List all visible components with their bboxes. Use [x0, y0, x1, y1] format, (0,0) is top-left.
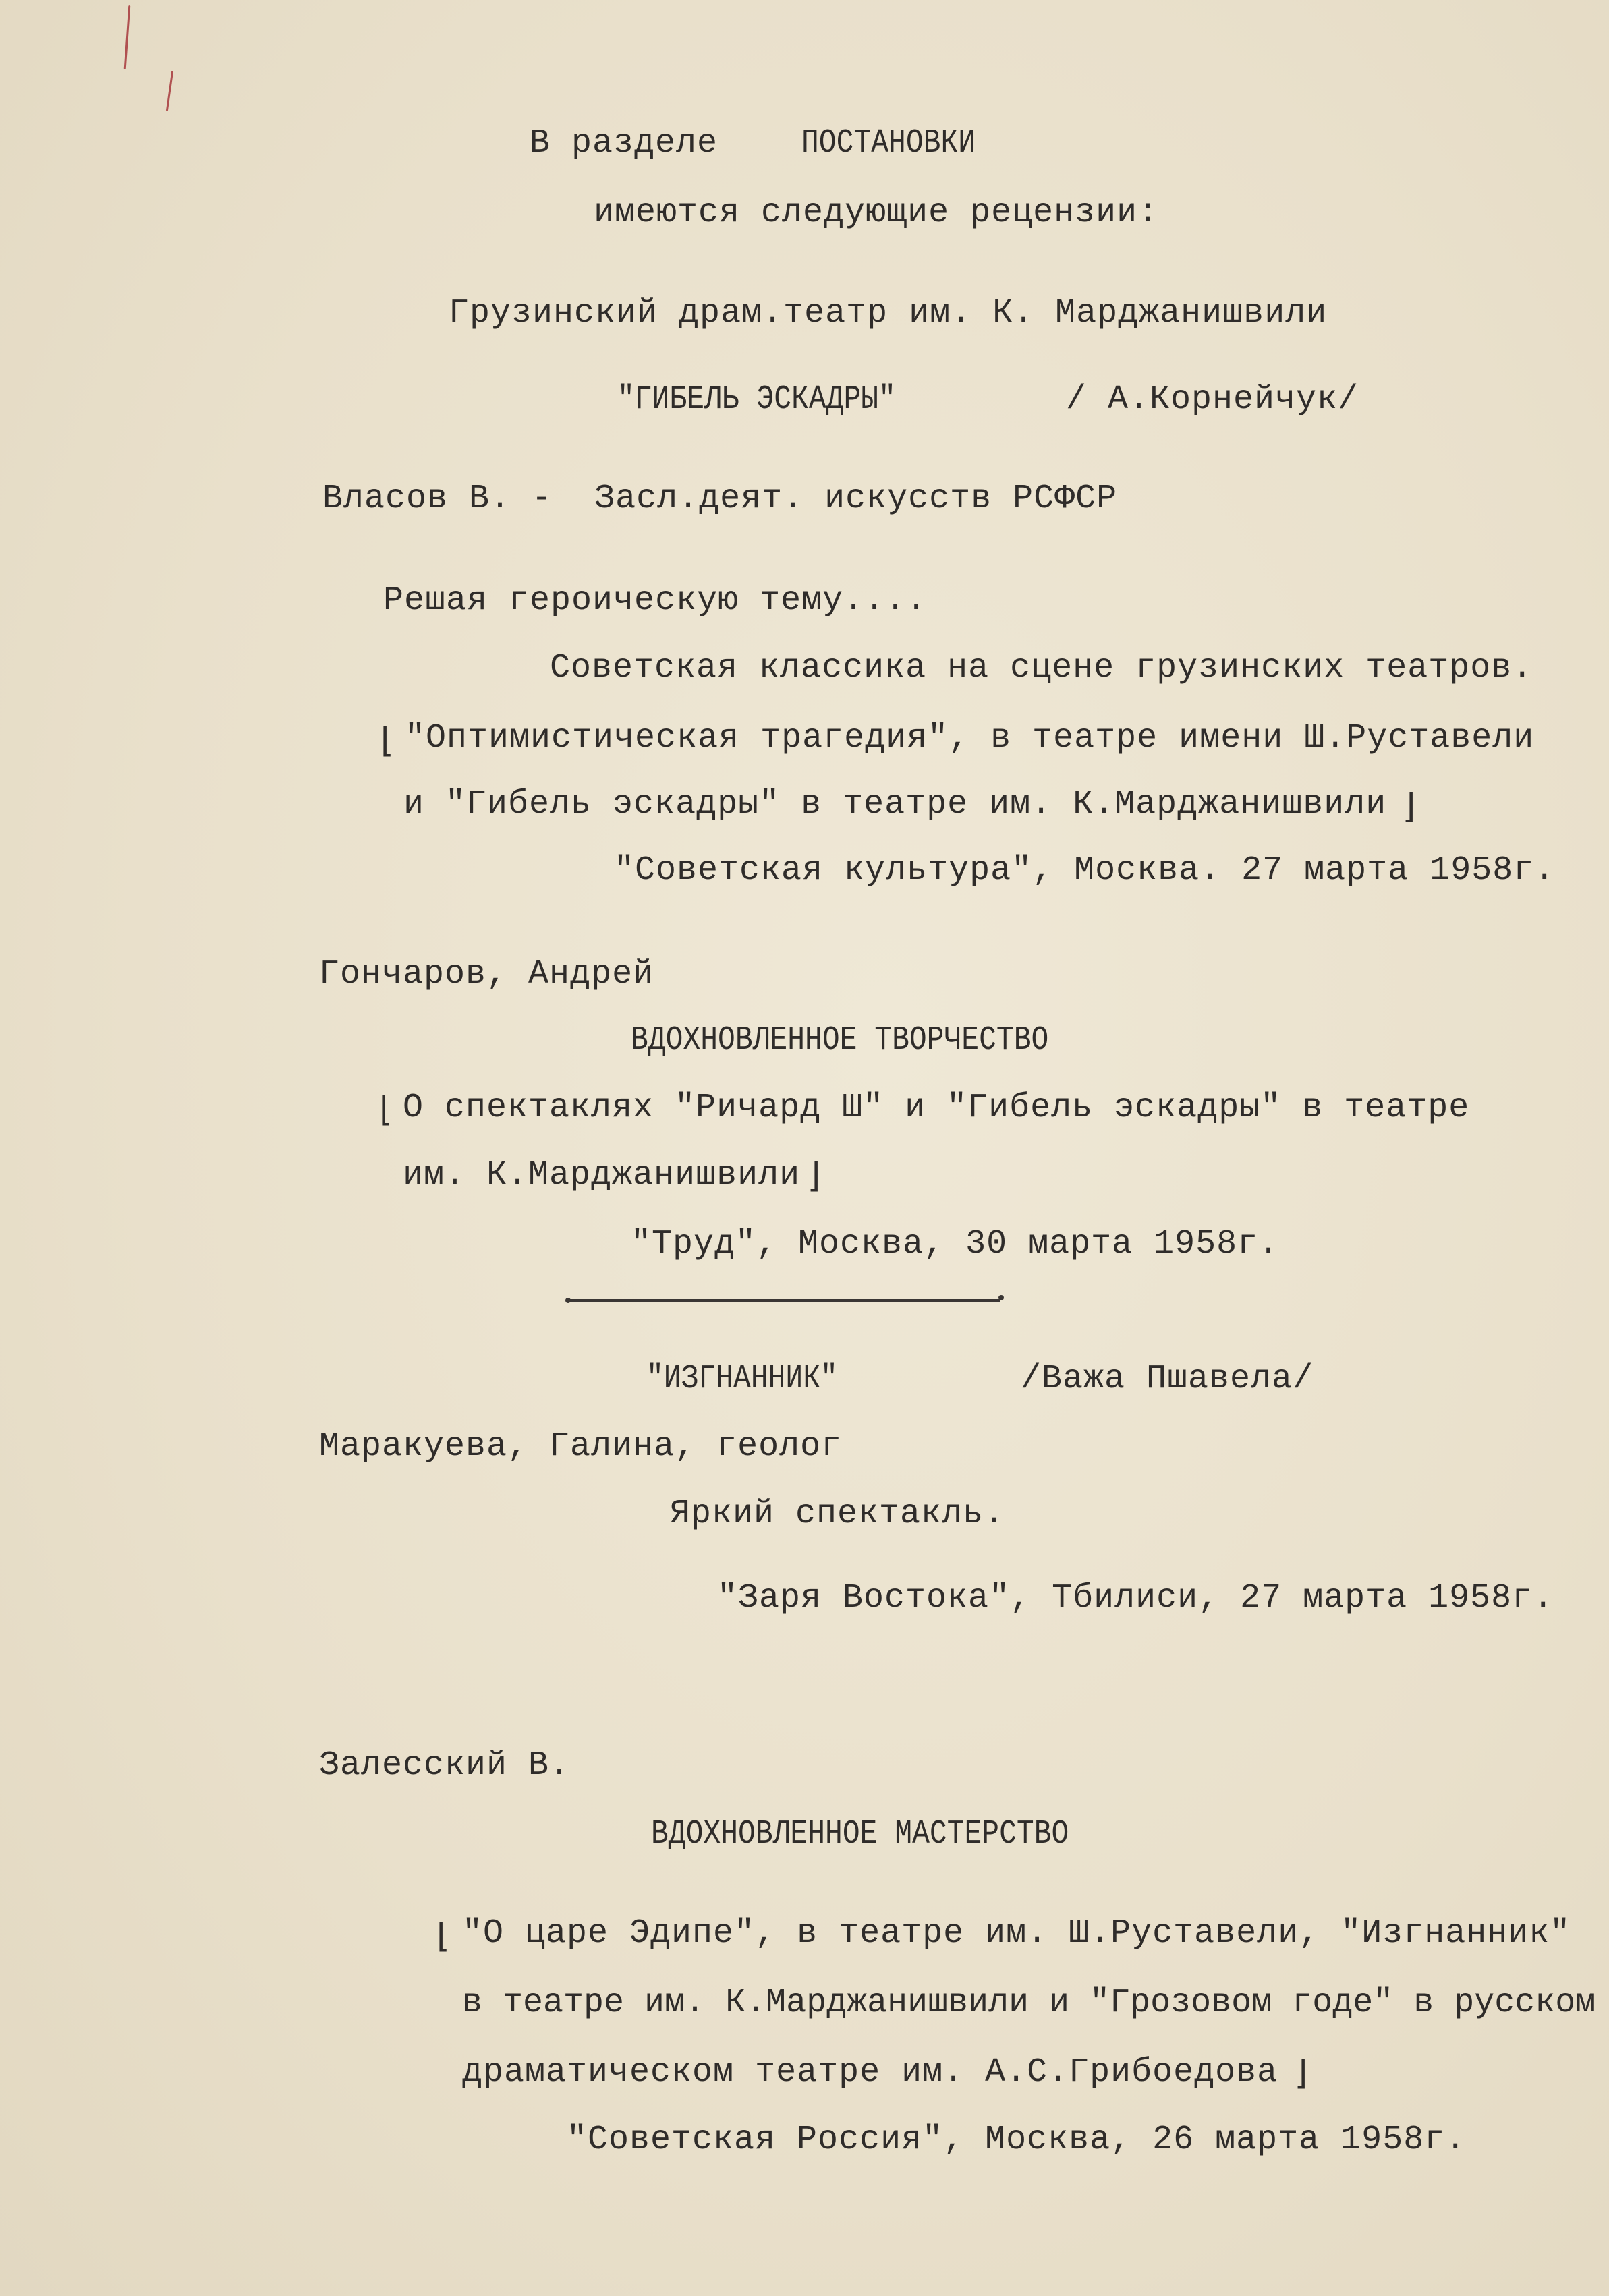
- play-author: / А.Корнейчук/: [1066, 380, 1359, 419]
- bracket-close-mark: ⌋: [1292, 2057, 1313, 2095]
- review-text: "Оптимистическая трагедия", в театре имени Ш.Руставели: [405, 719, 1535, 757]
- publication-source: "Труд", Москва, 30 марта 1958г.: [631, 1225, 1280, 1263]
- review-text: им. К.Марджанишвили: [403, 1156, 801, 1195]
- publication-source: "Советская культура", Москва. 27 марта 1958г.: [614, 851, 1556, 890]
- bracket-open-mark: ⌊: [374, 1093, 395, 1132]
- margin-mark: [124, 5, 131, 69]
- bracket-open-mark: ⌊: [376, 724, 397, 763]
- review-text: в театре им. К.Марджанишвили и "Грозовом годе" в русском: [462, 1984, 1596, 2022]
- separator-end-right: [998, 1295, 1004, 1300]
- review-title: Яркий спектакль.: [670, 1495, 1005, 1533]
- bracket-close-mark: ⌋: [1400, 790, 1421, 828]
- publication-source: "Заря Востока", Тбилиси, 27 марта 1958г.: [717, 1579, 1554, 1617]
- review-text: и "Гибель эскадры" в театре им. К.Марджанишвили: [403, 785, 1387, 824]
- review-title: ВДОХНОВЛЕННОЕ ТВОРЧЕСТВО: [631, 1021, 1049, 1060]
- theatre-name: Грузинский драм.театр им. К. Марджанишвили: [449, 294, 1328, 333]
- play-title: "ИЗГНАННИК": [646, 1360, 838, 1398]
- review-text: О спектаклях "Ричард Ш" и "Гибель эскадры" в театре: [403, 1089, 1470, 1127]
- review-text: Решая героическую тему....: [383, 581, 928, 620]
- separator-end-left: [565, 1298, 571, 1303]
- play-title: "ГИБЕЛЬ ЭСКАДРЫ": [617, 380, 896, 419]
- margin-mark: [166, 71, 173, 111]
- reviewer-name: Гончаров, Андрей: [319, 955, 654, 994]
- review-text: драматическом театре им. А.С.Грибоедова: [462, 2053, 1278, 2092]
- publication-source: "Советская Россия", Москва, 26 марта 1958г.: [567, 2121, 1467, 2159]
- bracket-open-mark: ⌊: [432, 1920, 453, 1958]
- reviewer-name: Залесский В.: [319, 1746, 571, 1785]
- separator-line: [569, 1299, 1000, 1302]
- header-prefix: В разделе: [530, 124, 718, 163]
- header-subtitle: имеются следующие рецензии:: [594, 194, 1159, 232]
- reviewer-name: Маракуева, Галина, геолог: [319, 1427, 843, 1466]
- review-title: ВДОХНОВЛЕННОЕ МАСТЕРСТВО: [651, 1815, 1069, 1854]
- bracket-close-mark: ⌋: [805, 1159, 826, 1198]
- review-text: Советская классика на сцене грузинских театров.: [550, 649, 1533, 687]
- reviewer-name: Власов В. - Засл.деят. искусств РСФСР: [322, 480, 1118, 518]
- play-author: /Важа Пшавела/: [1021, 1360, 1314, 1398]
- section-name: ПОСТАНОВКИ: [801, 124, 976, 163]
- review-text: "О царе Эдипе", в театре им. Ш.Руставели, "Изгнанник": [462, 1914, 1571, 1953]
